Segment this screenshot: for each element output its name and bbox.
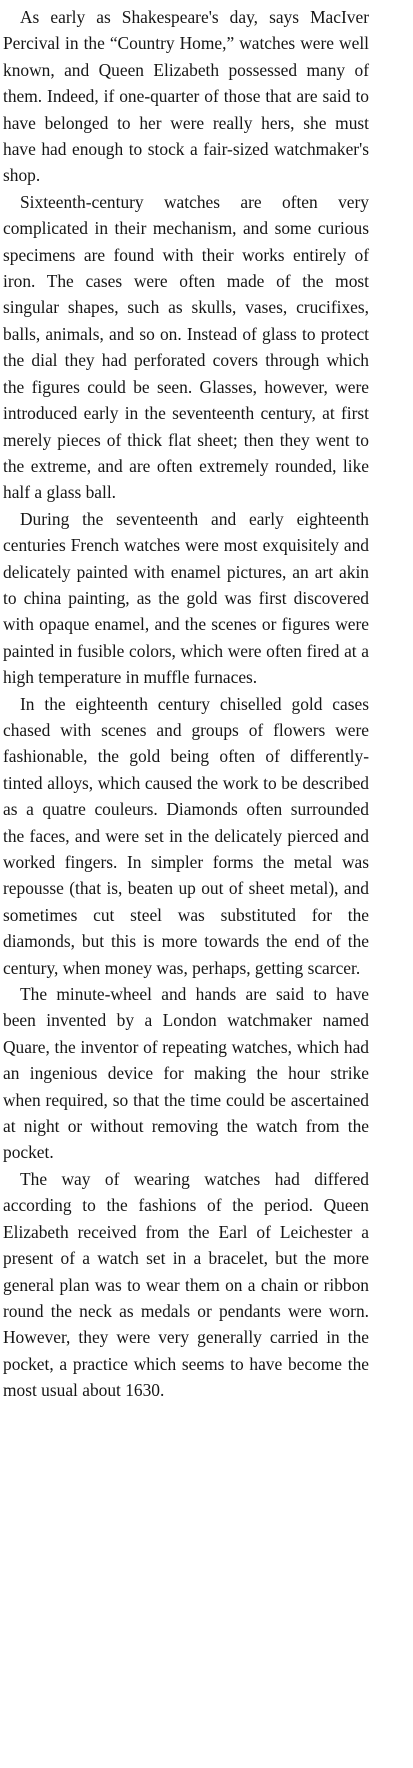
article-paragraph: Sixteenth-century watches are often very complicated in their mechanism, and some curious specimens are found with their works entirely of iron. The cases were often made of the most singular shapes, such as skulls, vases, crucifixes, balls, animals, and so on. Instead of glass to protect the dial they had perforated covers through which the figures could be seen. Glasses, however, were introduced early in the seventeenth century, at first merely pieces of thick flat sheet; then they went to the extreme, and are often extremely rounded, like half a glass ball. (3, 191, 369, 503)
article-paragraph: The way of wearing watches had differed according to the fashions of the period. Queen Elizabeth received from the Earl of Leichester a present of a watch set in a bracelet, but the more general plan was to wear them on a chain or ribbon round the neck as medals or pendants were worn. However, they were very generally carried in the pocket, a practice which seems to have become the most usual about 1630. (3, 1168, 369, 1401)
article-paragraph: As early as Shakespeare's day, says MacIver Percival in the “Country Home,” watches were well known, and Queen Elizabeth possessed many of them. Indeed, if one-quarter of those that are said to have belonged to her were really hers, she must have had enough to stock a fair-sized watchmaker's shop. (3, 7, 369, 186)
article-paragraph: The minute-wheel and hands are said to have been invented by a London watchmaker named Quare, the inventor of repeating watches, which had an ingenious device for making the hour strike when required, so that the time could be ascertained at night or without removing the watch from the pocket. (3, 984, 369, 1163)
article-paragraph: During the seventeenth and early eighteenth centuries French watches were most exquisitely and delicately painted with enamel pictures, an art akin to china painting, as the gold was first discovered with opaque enamel, and the scenes or figures were painted in fusible colors, which were often fired at a high temperature in muffle furnaces. (3, 508, 369, 688)
article-paragraph: In the eighteenth century chiselled gold cases chased with scenes and groups of flowers were fashionable, the gold being often of differently-tinted alloys, which caused the work to be described as a quatre couleurs. Diamonds often surrounded the faces, and were set in the delicately pierced and worked fingers. In simpler forms the metal was repousse (that is, beaten up out of sheet metal), and sometimes cut steel was substituted for the diamonds, but this is more towards the end of the century, when money was, perhaps, getting scarcer. (3, 693, 369, 978)
